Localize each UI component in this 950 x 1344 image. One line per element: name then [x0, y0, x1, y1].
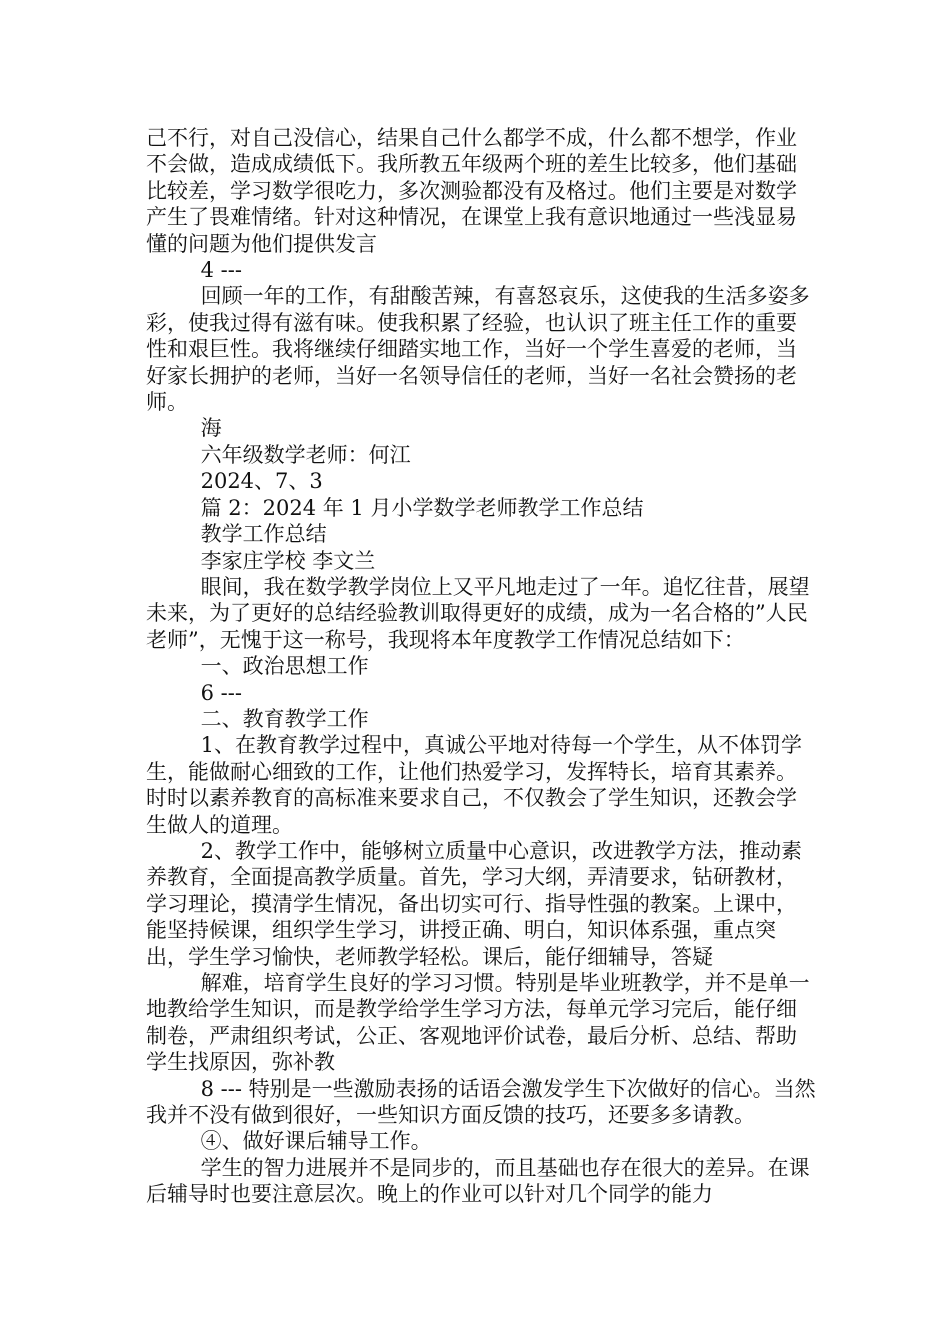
- page-marker-4: 4 ---: [200, 258, 242, 283]
- paragraph-1: 己不行，对自己没信心，结果自己什么都学不成，什么都不想学，作业不会做，造成成绩低下。我所教五年级两个班的差生比较多，他们基础比较差，学习数学很吃力，多次测验都没有及格过。他们主要是对数学产生了畏难情绪。针对这种情况，在课堂上我有意识地通过一些浅显易懂的问题为他们提供发言: [146, 126, 797, 256]
- heading-teaching: 二、教育教学工作: [200, 706, 369, 731]
- paragraph-page-8: 8 --- 特别是一些激励表扬的话语会激发学生下次做好的信心。当然我并不没有做到很好，一些知识方面反馈的技巧，还要多多请教。: [146, 1076, 816, 1128]
- page-marker-6: 6 ---: [200, 680, 242, 705]
- document-page: [146, 125, 816, 1208]
- paragraph-hai: 海: [200, 416, 222, 441]
- signature-teacher: 六年级数学老师：何江: [200, 442, 411, 467]
- heading-after-class: ④、做好课后辅导工作。: [200, 1129, 432, 1154]
- paragraph-tutoring: 学生的智力进展并不是同步的，而且基础也存在很大的差异。在课后辅导时也要注意层次。晚上的作业可以针对几个同学的能力: [146, 1155, 810, 1207]
- heading-work-summary: 教学工作总结: [200, 522, 327, 547]
- signature-date: 2024、7、3: [200, 469, 323, 494]
- heading-political: 一、政治思想工作: [200, 654, 369, 679]
- author-line: 李家庄学校 李文兰: [200, 548, 376, 573]
- section-title-part2: 篇 2：2024 年 1 月小学数学老师教学工作总结: [200, 495, 644, 520]
- paragraph-intro: 眼间，我在数学教学岗位上又平凡地走过了一年。追忆往昔，展望未来，为了更好的总结经验教训取得更好的成绩，成为一名合格的”人民老师”，无愧于这一称号，我现将本年度教学工作情况总结如下：: [146, 574, 810, 652]
- paragraph-review: 回顾一年的工作，有甜酸苦辣，有喜怒哀乐，这使我的生活多姿多彩，使我过得有滋有味。使我积累了经验，也认识了班主任工作的重要性和艰巨性。我将继续仔细踏实地工作，当好一个学生喜爱的老师，当好家长拥护的老师，当好一名领导信任的老师，当好一名社会赞扬的老师。: [146, 284, 810, 415]
- paragraph-item-2: 2、教学工作中，能够树立质量中心意识，改进教学方法，推动素养教育，全面提高教学质量。首先，学习大纲，弄清要求，钻研教材，学习理论，摸清学生情况，备出切实可行、指导性强的教案。上课中，能坚持候课，组织学生学习，讲授正确、明白，知识体系强，重点突出，学生学习愉快，老师教学轻松。课后，能仔细辅导，答疑: [146, 838, 802, 969]
- paragraph-graduation: 解难，培育学生良好的学习习惯。特别是毕业班教学，并不是单一地教给学生知识，而是教学给学生学习方法，每单元学习完后，能仔细制卷，严肃组织考试，公正、客观地评价试卷，最后分析、总结、帮助学生找原因，弥补教: [146, 971, 810, 1075]
- paragraph-item-1: 1、在教育教学过程中，真诚公平地对待每一个学生，从不体罚学生，能做耐心细致的工作，让他们热爱学习，发挥特长，培育其素养。时时以素养教育的高标准来要求自己，不仅教会了学生知识，还教会学生做人的道理。: [146, 733, 802, 837]
